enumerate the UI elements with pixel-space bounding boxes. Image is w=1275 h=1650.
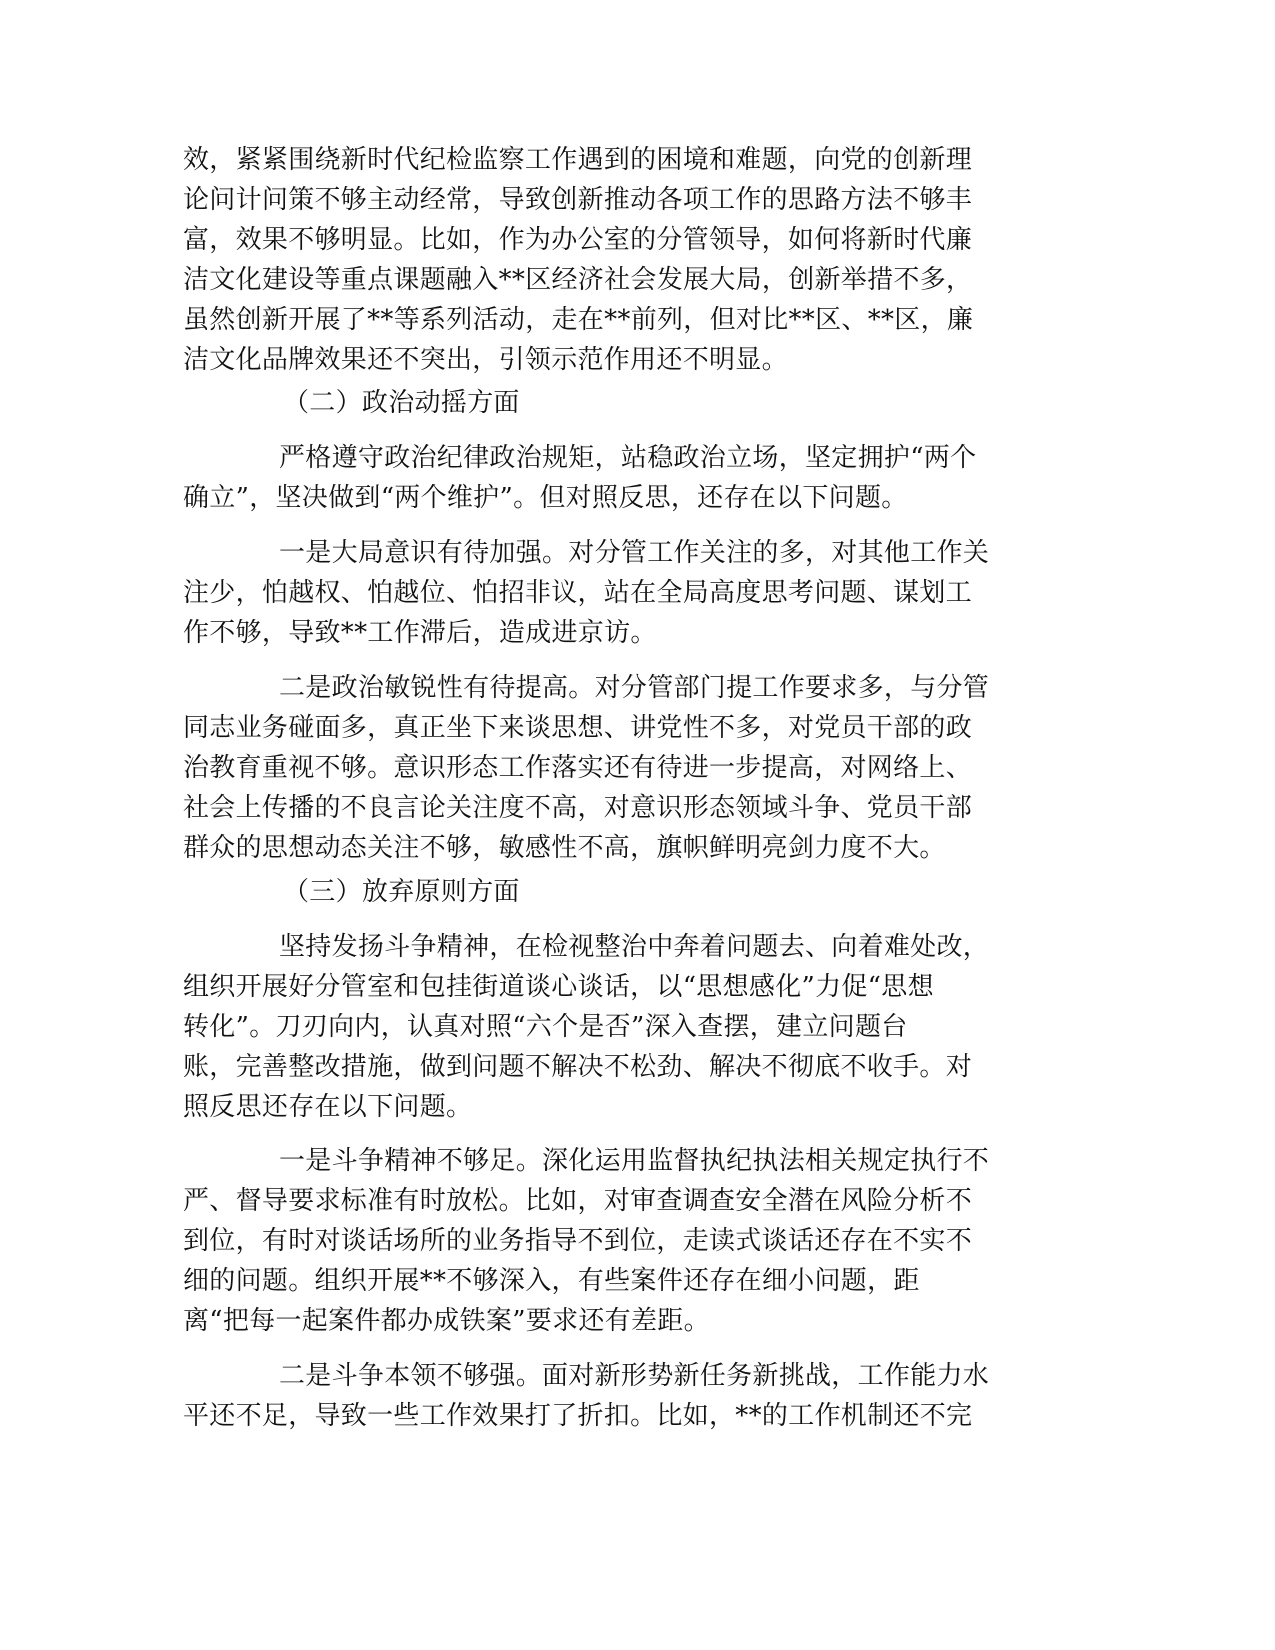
text-line: 作不够，导致**工作滞后，造成进京访。 [183, 618, 657, 648]
text-line: 照反思还存在以下问题。 [183, 1092, 473, 1122]
text-line: 群众的思想动态关注不够，敏感性不高，旗帜鲜明亮剑力度不大。 [183, 833, 946, 863]
text-line: 治教育重视不够。意识形态工作落实还有待进一步提高，对网络上、 [183, 753, 973, 783]
text-line: 转化”。刀刃向内，认真对照“六个是否”深入查摆，建立问题台 [183, 1012, 908, 1042]
text-line: 二是斗争本领不够强。面对新形势新任务新挑战，工作能力水 [279, 1361, 990, 1391]
text-line: 一是大局意识有待加强。对分管工作关注的多，对其他工作关 [279, 538, 990, 568]
text-line: 坚持发扬斗争精神，在检视整治中奔着问题去、向着难处改， [279, 932, 990, 962]
text-line: 组织开展好分管室和包挂街道谈心谈话，以“思想感化”力促“思想 [183, 972, 934, 1002]
text-line: 洁文化品牌效果还不突出，引领示范作用还不明显。 [183, 345, 788, 375]
text-line: 一是斗争精神不够足。深化运用监督执纪执法相关规定执行不 [279, 1146, 990, 1176]
text-line: 论问计问策不够主动经常，导致创新推动各项工作的思路方法不够丰 [183, 185, 973, 215]
text-line: 到位，有时对谈话场所的业务指导不到位，走读式谈话还存在不实不 [183, 1226, 973, 1256]
text-line: 严、督导要求标准有时放松。比如，对审查调查安全潜在风险分析不 [183, 1186, 973, 1216]
text-line: 二是政治敏锐性有待提高。对分管部门提工作要求多，与分管 [279, 673, 990, 703]
text-line: 注少，怕越权、怕越位、怕招非议，站在全局高度思考问题、谋划工 [183, 578, 973, 608]
text-line: 严格遵守政治纪律政治规矩，站稳政治立场，坚定拥护“两个 [279, 443, 977, 473]
text-line: 效，紧紧围绕新时代纪检监察工作遇到的困境和难题，向党的创新理 [183, 145, 973, 175]
text-line: 离“把每一起案件都办成铁案”要求还有差距。 [183, 1306, 710, 1336]
text-line: 细的问题。组织开展**不够深入，有些案件还存在细小问题，距 [183, 1266, 920, 1296]
text-line: 账，完善整改措施，做到问题不解决不松劲、解决不彻底不收手。对 [183, 1052, 973, 1082]
text-line: 虽然创新开展了**等系列活动，走在**前列，但对比**区、**区，廉 [183, 305, 974, 335]
text-line: 富，效果不够明显。比如，作为办公室的分管领导，如何将新时代廉 [183, 225, 973, 255]
text-line: 洁文化建设等重点课题融入**区经济社会发展大局，创新举措不多， [183, 265, 973, 295]
text-line: 社会上传播的不良言论关注度不高，对意识形态领域斗争、党员干部 [183, 793, 973, 823]
text-line: 同志业务碰面多，真正坐下来谈思想、讲党性不多，对党员干部的政 [183, 713, 973, 743]
text-line: 确立”，坚决做到“两个维护”。但对照反思，还存在以下问题。 [183, 483, 908, 513]
text-line: 平还不足，导致一些工作效果打了折扣。比如，**的工作机制还不完 [183, 1401, 973, 1431]
section-heading-abandoning-principles: （三）放弃原则方面 [283, 877, 520, 907]
section-heading-political-wavering: （二）政治动摇方面 [283, 388, 520, 418]
